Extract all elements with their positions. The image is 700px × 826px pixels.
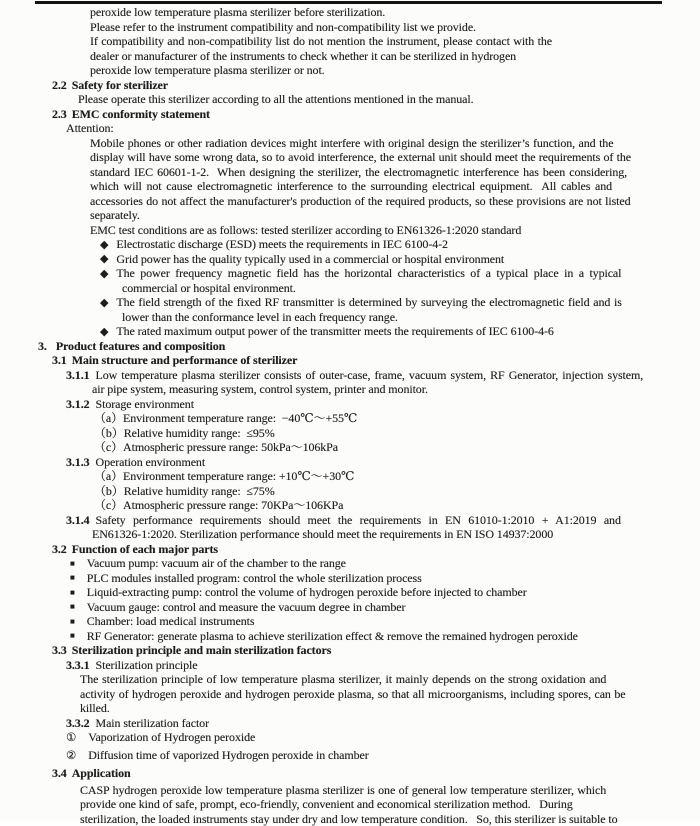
text-line: [100, 295, 700, 310]
text-line: [90, 34, 700, 49]
line-text: commercial or hospital environment.: [122, 281, 296, 295]
line-text: Product features and composition: [56, 339, 225, 353]
square-bullet-icon: ■: [70, 588, 75, 597]
page-edge-line: [35, 1, 662, 4]
line-text: which will not cause electromagnetic interference to the surrounding electrical equipment. All cables and: [90, 179, 612, 193]
section-heading: [66, 658, 700, 673]
line-text: The rated maximum output power of the transmitter meets the requirements of IEC 6100-4-6: [116, 324, 553, 338]
line-text: Diffusion time of vaporized Hydrogen peroxide in chamber: [88, 748, 368, 762]
text-line: [94, 484, 700, 499]
line-text: sterilization, the loaded instruments stay under dry and low temperature condition. So, this sterilizer is suitable to: [80, 812, 618, 826]
text-line: [122, 281, 700, 296]
section-heading: [52, 643, 700, 658]
line-text: EN61326-1:2020. Sterilization performance should meet the requirements in EN ISO 14937:2000: [92, 527, 553, 541]
text-line: [80, 687, 700, 702]
line-text: air pipe system, measuring system, control system, printer and monitor.: [92, 382, 428, 396]
square-bullet-icon: ■: [70, 573, 75, 582]
square-bullet-icon: ■: [70, 559, 75, 568]
section-heading: [52, 766, 700, 781]
text-line: [92, 382, 700, 397]
line-text: （a）Environment temperature range: −40℃～+55℃: [94, 411, 357, 425]
section-number: 3.1.3: [66, 455, 90, 469]
section-heading: [52, 542, 700, 557]
line-text: （a）Environment temperature range: +10℃～+30℃: [94, 469, 354, 483]
line-text: If compatibility and non-compatibility list do not mention the instrument, please contact with the: [90, 34, 552, 48]
section-number: 3.3: [52, 643, 67, 657]
line-text: （c）Atmospheric pressure range: 50kPa～106kPa: [94, 440, 338, 454]
line-text: PLC modules installed program: control the whole sterilization process: [87, 571, 422, 585]
diamond-bullet-icon: ◆: [100, 268, 108, 280]
line-text: Vacuum gauge: control and measure the vacuum degree in chamber: [87, 600, 406, 614]
line-text: dealer or manufacturer of the instruments to check whether it can be sterilized in hydrogen: [90, 49, 516, 63]
text-line: [70, 600, 700, 615]
text-line: [90, 150, 700, 165]
text-line: [80, 783, 700, 798]
section-number: 2.2: [52, 78, 67, 92]
square-bullet-icon: ■: [70, 602, 75, 611]
line-text: separately.: [90, 208, 140, 222]
line-text: peroxide low temperature plasma sterilizer or not.: [90, 63, 325, 77]
circled-number-icon: ①: [66, 732, 76, 744]
line-text: Safety for sterilizer: [72, 78, 168, 92]
text-line: [90, 49, 700, 64]
line-text: provide one kind of safe, prompt, eco-friendly, convenient and economical sterilization method. During: [80, 797, 573, 811]
text-line: [90, 136, 700, 151]
text-line: [90, 20, 700, 35]
line-text: Chamber: load medical instruments: [87, 614, 255, 628]
line-text: EMC conformity statement: [72, 107, 210, 121]
text-line: [90, 208, 700, 223]
line-text: Low temperature plasma sterilizer consists of outer-case, frame, vacuum system, RF Generator, injection system,: [96, 368, 644, 382]
square-bullet-icon: ■: [70, 631, 75, 640]
line-text: activity of hydrogen peroxide and hydrogen peroxide plasma, so that all microorganisms, including spores, can be: [80, 687, 625, 701]
text-line: [92, 527, 700, 542]
line-text: Electrostatic discharge (ESD) meets the requirements in IEC 6100-4-2: [116, 237, 448, 251]
text-line: [100, 237, 700, 252]
section-number: 3.1.4: [66, 513, 90, 527]
line-text: killed.: [80, 701, 110, 715]
text-line: [90, 194, 700, 209]
section-number: 3.1.2: [66, 397, 90, 411]
line-text: CASP hydrogen peroxide low temperature plasma sterilizer is one of general low temperature sterilizer, which: [80, 783, 606, 797]
text-line: [90, 223, 700, 238]
line-text: standard IEC 60601-1-2. When designing the sterilizer, the electromagnetic interference has been considering,: [90, 165, 627, 179]
line-text: Please operate this sterilizer according to all the attentions mentioned in the manual.: [78, 92, 474, 106]
line-text: lower than the conformance level in each frequency range.: [122, 310, 398, 324]
line-text: （c）Atmospheric pressure range: 70KPa～106KPa: [94, 498, 343, 512]
section-heading: [66, 368, 700, 383]
line-text: accessories do not affect the manufacturer's production of the required products, so these provisions are not listed: [90, 194, 631, 208]
text-line: [66, 748, 700, 763]
text-line: [78, 92, 700, 107]
section-heading: [66, 716, 700, 731]
line-text: Main sterilization factor: [96, 716, 209, 730]
section-number: 2.3: [52, 107, 67, 121]
square-bullet-icon: ■: [70, 617, 75, 626]
line-text: （b）Relative humidity range: ≤75%: [94, 484, 275, 498]
text-line: [80, 797, 700, 812]
line-text: Vacuum pump: vacuum air of the chamber to the range: [87, 556, 346, 570]
text-line: [94, 440, 700, 455]
text-line: [70, 629, 700, 644]
text-line: [66, 121, 700, 136]
line-text: Liquid-extracting pump: control the volume of hydrogen peroxide before injected to chamber: [87, 585, 527, 599]
line-text: Attention:: [66, 121, 114, 135]
diamond-bullet-icon: ◆: [100, 326, 108, 338]
line-text: Sterilization principle and main sterilization factors: [72, 643, 332, 657]
line-text: The sterilization principle of low temperature plasma sterilizer, it mainly depends on the strong oxidation and: [80, 672, 606, 686]
section-heading: [66, 455, 700, 470]
text-line: [94, 426, 700, 441]
section-number: 3.: [38, 339, 47, 353]
text-line: [90, 63, 700, 78]
text-line: [122, 310, 700, 325]
section-heading: [66, 397, 700, 412]
line-text: Function of each major parts: [72, 542, 218, 556]
line-text: Sterilization principle: [96, 658, 198, 672]
section-number: 3.4: [52, 766, 67, 780]
line-text: Application: [72, 766, 131, 780]
section-number: 3.1.1: [66, 368, 90, 382]
text-line: [70, 556, 700, 571]
text-line: [100, 324, 700, 339]
text-line: [80, 812, 700, 826]
line-text: RF Generator: generate plasma to achieve sterilization effect & remove the remained hydrogen peroxide: [87, 629, 578, 643]
text-line: [70, 614, 700, 629]
section-heading: [52, 78, 700, 93]
document-content: [0, 5, 700, 826]
diamond-bullet-icon: ◆: [100, 297, 108, 309]
text-line: [94, 498, 700, 513]
section-heading: [52, 107, 700, 122]
text-line: [94, 469, 700, 484]
text-line: [94, 411, 700, 426]
line-text: （b）Relative humidity range: ≤95%: [94, 426, 275, 440]
text-line: [90, 165, 700, 180]
text-line: [66, 730, 700, 745]
line-text: Mobile phones or other radiation devices might interfere with original design the sterilizer’s function, and the: [90, 136, 613, 150]
line-text: EMC test conditions are as follows: tested sterilizer according to EN61326-1:2020 standard: [90, 223, 521, 237]
section-heading: [52, 353, 700, 368]
line-text: The power frequency magnetic field has the horizontal characteristics of a typical place in a typical: [116, 266, 621, 280]
section-number: 3.2: [52, 542, 67, 556]
section-heading: [66, 513, 700, 528]
line-text: display will have some wrong data, so to avoid interference, the external unit should meet the requirements of the: [90, 150, 631, 164]
diamond-bullet-icon: ◆: [100, 239, 108, 251]
line-text: Grid power has the quality typically used in a commercial or hospital environment: [116, 252, 504, 266]
text-line: [100, 266, 700, 281]
line-text: Main structure and performance of sterilizer: [72, 353, 298, 367]
diamond-bullet-icon: ◆: [100, 253, 108, 265]
text-line: [70, 585, 700, 600]
text-line: [90, 179, 700, 194]
line-text: The field strength of the fixed RF transmitter is determined by surveying the electromagnetic field and is: [116, 295, 621, 309]
text-line: [90, 5, 700, 20]
text-line: [80, 701, 700, 716]
line-text: peroxide low temperature plasma sterilizer before sterilization.: [90, 5, 385, 19]
section-number: 3.1: [52, 353, 67, 367]
text-line: [100, 252, 700, 267]
line-text: Please refer to the instrument compatibility and non-compatibility list we provide.: [90, 20, 476, 34]
line-text: Safety performance requirements should meet the requirements in EN 61010-1:2010 + A1:2019 and: [96, 513, 621, 527]
text-line: [80, 672, 700, 687]
line-text: Vaporization of Hydrogen peroxide: [88, 730, 255, 744]
section-number: 3.3.1: [66, 658, 90, 672]
section-number: 3.3.2: [66, 716, 90, 730]
section-heading: [38, 339, 700, 354]
line-text: Operation environment: [96, 455, 206, 469]
text-line: [70, 571, 700, 586]
circled-number-icon: ②: [66, 750, 76, 762]
line-text: Storage environment: [96, 397, 194, 411]
